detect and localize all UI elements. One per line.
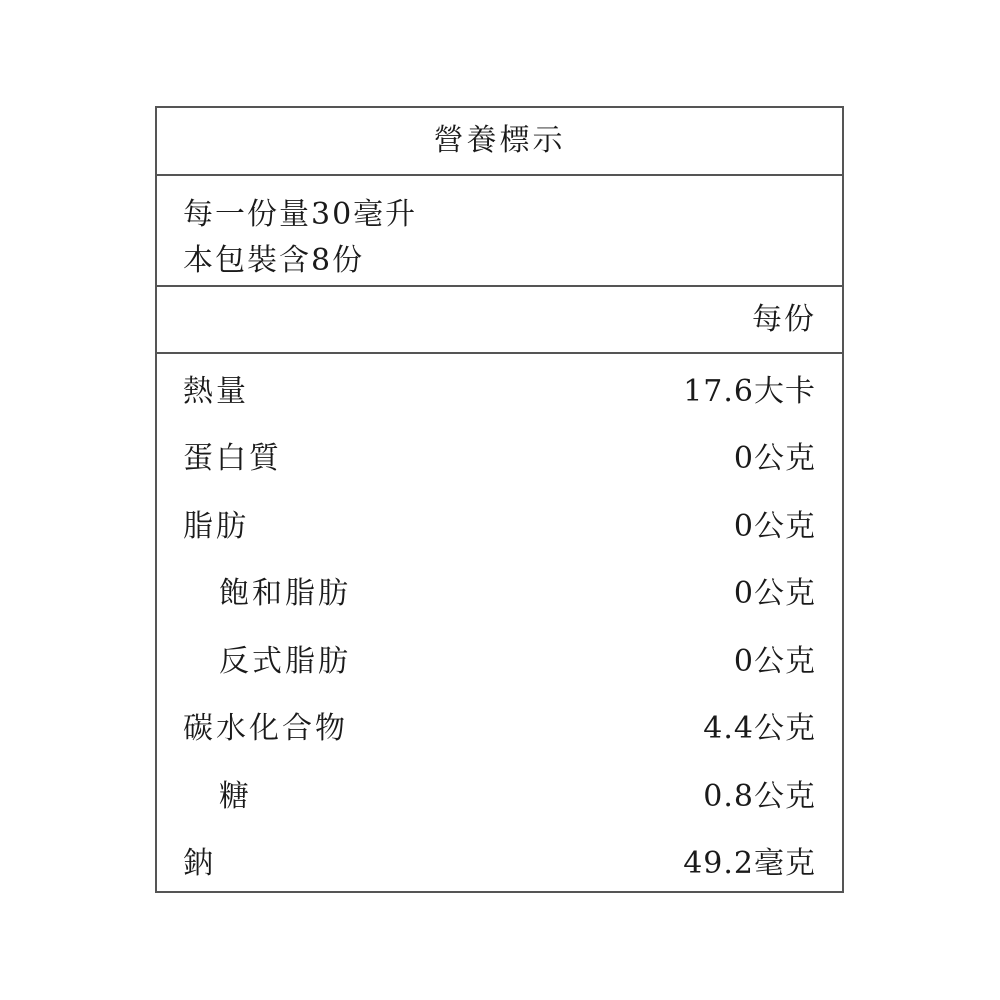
nutrient-name: 反式脂肪 bbox=[219, 643, 351, 679]
nutrition-label bbox=[155, 106, 844, 893]
servings-per-package: 本包裝含8份 bbox=[183, 243, 365, 278]
nutrient-name: 蛋白質 bbox=[183, 441, 282, 477]
nutrient-name: 糖 bbox=[219, 778, 252, 814]
per-serving-label: 每份 bbox=[752, 301, 816, 337]
nutrient-name: 鈉 bbox=[183, 846, 216, 882]
nutrient-value: 0公克 bbox=[733, 508, 816, 544]
nutrient-row-sugar bbox=[157, 763, 842, 831]
serving-size: 每一份量30毫升 bbox=[183, 197, 418, 232]
nutrient-value: 49.2毫克 bbox=[683, 846, 816, 882]
nutrient-value: 0公克 bbox=[733, 643, 816, 679]
nutrient-name: 脂肪 bbox=[183, 508, 249, 544]
per-serving-header bbox=[157, 287, 842, 354]
nutrient-value: 0公克 bbox=[733, 441, 816, 477]
nutrient-value: 0公克 bbox=[733, 576, 816, 612]
label-title: 營養標示 bbox=[433, 123, 566, 158]
nutrient-list bbox=[157, 354, 842, 898]
title-row bbox=[157, 108, 842, 176]
nutrient-row-protein bbox=[157, 426, 842, 494]
nutrient-name: 飽和脂肪 bbox=[219, 576, 351, 612]
nutrient-name: 碳水化合物 bbox=[183, 711, 348, 747]
nutrient-row-carbohydrate bbox=[157, 696, 842, 764]
nutrient-value: 17.6大卡 bbox=[683, 373, 816, 409]
nutrient-value: 0.8公克 bbox=[703, 778, 816, 814]
nutrient-row-trans-fat bbox=[157, 628, 842, 696]
nutrient-value: 4.4公克 bbox=[703, 711, 816, 747]
nutrient-row-fat bbox=[157, 493, 842, 561]
nutrient-row-saturated-fat bbox=[157, 561, 842, 629]
nutrient-row-sodium bbox=[157, 831, 842, 899]
serving-info bbox=[157, 176, 842, 287]
nutrient-row-energy bbox=[157, 358, 842, 426]
nutrient-name: 熱量 bbox=[183, 373, 249, 409]
